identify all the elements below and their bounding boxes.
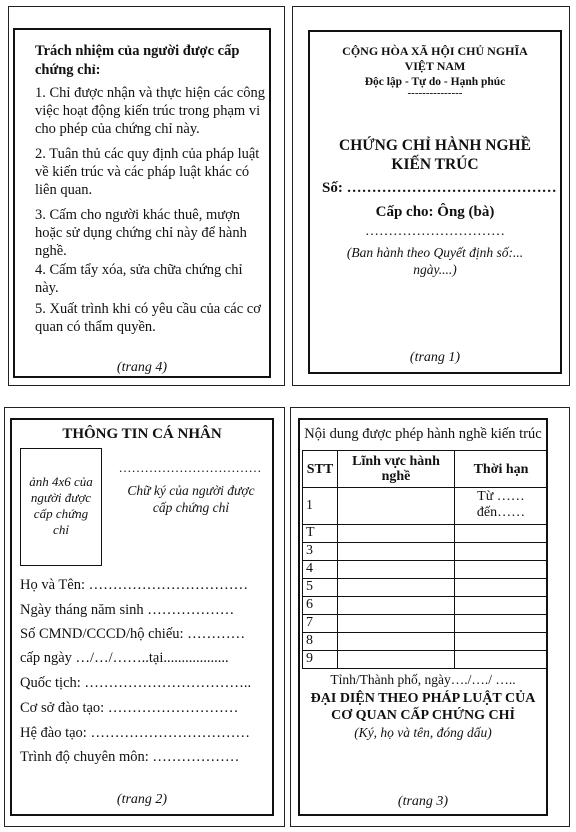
table-header-row bbox=[303, 451, 548, 488]
row-number: 8 bbox=[303, 633, 338, 651]
photo-caption: ảnh 4x6 của người được cấp chứng chỉ bbox=[29, 474, 93, 537]
row-number: 7 bbox=[303, 615, 338, 633]
field-qualification: Trình độ chuyên môn: ……………… bbox=[20, 749, 240, 765]
page-4-responsibilities bbox=[13, 28, 271, 378]
field-full-name: Họ và Tên: …………………………… bbox=[20, 577, 249, 593]
responsibility-item: 1. Chỉ được nhận và thực hiện các công việc hoạt động kiến trúc trong phạm vi cho phép của chứng chỉ này. bbox=[35, 85, 265, 137]
table-row bbox=[303, 651, 548, 669]
responsibility-item: 3. Cấm cho người khác thuê, mượn hoặc sử dụng chứng chỉ này để hành nghề. bbox=[35, 207, 247, 259]
certificate-number: Số: …………………………………… bbox=[322, 180, 557, 196]
table-row bbox=[303, 633, 548, 651]
place-date-line: Tỉnh/Thành phố, ngày…./…./ ….. bbox=[330, 672, 516, 687]
row-number: 1 bbox=[303, 488, 338, 525]
responsibilities-heading: Trách nhiệm của người được cấp chứng chỉ: bbox=[35, 43, 240, 78]
field-training-institution: Cơ sở đào tạo: ……………………… bbox=[20, 700, 239, 716]
page-2-personal-info bbox=[10, 418, 274, 816]
row-number: 6 bbox=[303, 597, 338, 615]
field-birth-date: Ngày tháng năm sinh ……………… bbox=[20, 602, 235, 618]
legal-representative: ĐẠI DIỆN THEO PHÁP LUẬT CỦA CƠ QUAN CẤP CHỨNG CHỈ bbox=[310, 691, 536, 723]
personal-info-title: THÔNG TIN CÁ NHÂN bbox=[62, 426, 222, 442]
motto: Độc lập - Tự do - Hạnh phúc bbox=[364, 76, 506, 88]
field-cell bbox=[338, 488, 455, 525]
table-row bbox=[303, 543, 548, 561]
sign-note: (Ký, họ và tên, đóng dấu) bbox=[354, 725, 492, 740]
table-row bbox=[303, 561, 548, 579]
scope-title: Nội dung được phép hành nghề kiến trúc bbox=[304, 426, 542, 442]
row-number: 9 bbox=[303, 651, 338, 669]
row-number: 3 bbox=[303, 543, 338, 561]
table-row bbox=[303, 579, 548, 597]
responsibility-item: 5. Xuất trình khi có yêu cầu của các cơ quan có thẩm quyền. bbox=[35, 301, 261, 335]
page-number-label: (trang 3) bbox=[397, 794, 449, 809]
table-row bbox=[303, 615, 548, 633]
field-nationality: Quốc tịch: …………………………….. bbox=[20, 675, 252, 691]
certificate-title: CHỨNG CHỈ HÀNH NGHỀ KIẾN TRÚC bbox=[339, 137, 531, 173]
page-number-label: (trang 2) bbox=[116, 792, 168, 807]
field-issue-date-place: cấp ngày …/…/……..tại.................. bbox=[20, 650, 229, 666]
table-row bbox=[303, 525, 548, 543]
table-row bbox=[303, 597, 548, 615]
decision-note: (Ban hành theo Quyết định số:... ngày....) bbox=[346, 245, 524, 277]
page-number-label: (trang 4) bbox=[116, 360, 168, 375]
signature-caption: Chữ ký của người được cấp chứng chỉ bbox=[127, 483, 255, 515]
issued-to-dots: ………………………… bbox=[365, 224, 505, 239]
period-cell: Từ ……đến…… bbox=[455, 488, 548, 525]
table-row bbox=[303, 488, 548, 525]
col-field: Lĩnh vực hành nghề bbox=[338, 451, 455, 488]
motto-rule: --------------- bbox=[407, 87, 463, 99]
page-number-label: (trang 1) bbox=[409, 350, 461, 365]
row-number: 4 bbox=[303, 561, 338, 579]
col-stt: STT bbox=[303, 451, 338, 488]
field-id-number: Số CMND/CCCD/hộ chiếu: ………… bbox=[20, 626, 246, 642]
page-3-scope bbox=[298, 418, 548, 816]
photo-placeholder bbox=[20, 448, 102, 566]
issued-to-label: Cấp cho: Ông (bà) bbox=[375, 204, 495, 220]
page-1-cover bbox=[308, 30, 562, 374]
field-training-type: Hệ đào tạo: …………………………… bbox=[20, 725, 250, 741]
responsibility-item: 2. Tuân thủ các quy định của pháp luật về kiến trúc và các pháp luật khác có liên quan. bbox=[35, 146, 260, 198]
row-number: 5 bbox=[303, 579, 338, 597]
row-number: T bbox=[303, 525, 338, 543]
signature-dots: …………………………… bbox=[118, 460, 262, 475]
scope-table bbox=[302, 450, 548, 669]
responsibility-item: 4. Cấm tẩy xóa, sửa chữa chứng chỉ này. bbox=[35, 262, 243, 296]
nation-name: CỘNG HÒA XÃ HỘI CHỦ NGHĨA VIỆT NAM bbox=[342, 44, 528, 73]
col-period: Thời hạn bbox=[455, 451, 548, 488]
